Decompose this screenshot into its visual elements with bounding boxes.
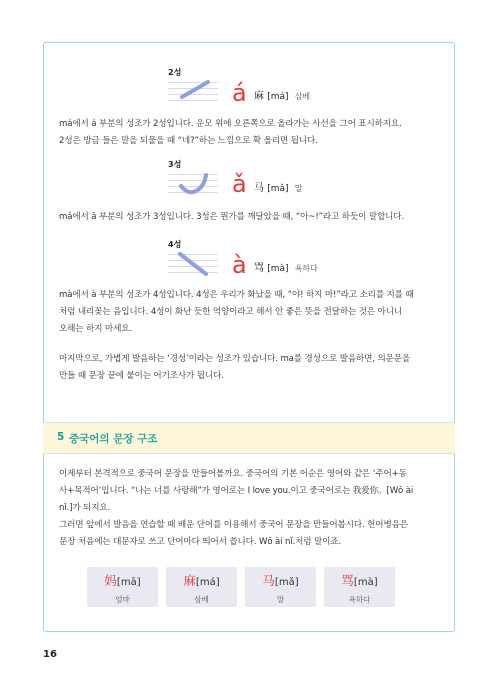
tone4-pinyin: [mà]: [267, 264, 289, 274]
tone2-hanzi: 麻: [254, 91, 264, 102]
dipping-stroke-icon: [168, 171, 218, 197]
card-pinyin: [mā]: [116, 577, 141, 588]
tone4-staff: [168, 251, 218, 277]
tone2-label: 2성: [168, 68, 182, 77]
card-pinyin: [mǎ]: [274, 577, 299, 588]
text-line: mǎ에서 ǎ 부분의 성조가 3성입니다. 3성은 뭔가를 깨달았을 때, “아~!”라고 하듯이 말합니다.: [59, 212, 405, 222]
tone2-char: á: [232, 79, 247, 107]
page-number: 16: [43, 649, 57, 660]
tone2-pinyin: [má]: [267, 92, 289, 102]
text-line: má에서 á 부분의 성조가 2성입니다. 운모 위에 오른쪽으로 올라가는 사선을 그어 표시하지요.: [59, 119, 402, 129]
card-meaning: 말: [276, 595, 285, 604]
tone3-meaning: 말: [294, 184, 303, 193]
vocab-card: [245, 567, 316, 607]
rising-stroke-icon: [168, 79, 218, 105]
tone4-hanzi: 骂: [254, 263, 264, 274]
text-line: mà에서 à 부분의 성조가 4성입니다. 4성은 우리가 화났을 때, “야! 하지 마!”라고 소리를 지를 때: [59, 290, 414, 300]
card-pinyin: [má]: [195, 577, 220, 588]
text-line: 문장 처음에는 대문자로 쓰고 단어마다 띄어서 씁니다. Wǒ ài nǐ.처럼 말이죠.: [59, 537, 341, 547]
text-line: 처럼 내리꽂는 음입니다. 4성이 화난 듯한 억양이라고 해서 안 좋은 뜻을 전달하는 것은 아니니: [59, 307, 403, 317]
tone3-staff: [168, 171, 218, 197]
text-line: 마지막으로, 가볍게 발음하는 ‘경성’이라는 성조가 있습니다. ma를 경성으로 발음하면, 의문문을: [59, 354, 411, 364]
text-line: 그러면 앞에서 발음을 연습할 때 배운 단어를 이용해서 중국어 문장을 만들어봅시다. 헌어병음은: [59, 520, 408, 530]
tone4-meaning: 욕하다: [294, 264, 318, 273]
card-meaning: 엄마: [115, 595, 130, 604]
tone3-label: 3성: [168, 160, 182, 169]
tone2-word: [254, 87, 310, 102]
tone3-pinyin: [mǎ]: [267, 184, 289, 194]
page-frame: [43, 42, 455, 632]
text-line: 2성은 방금 들은 말을 되물을 때 “네?”하는 느낌으로 확 올리면 됩니다.: [59, 136, 318, 146]
card-pinyin: [mà]: [353, 577, 378, 588]
tone3-row: [44, 159, 454, 199]
section-header: [43, 422, 455, 454]
text-line: 사+목적어’입니다. “나는 너를 사랑해”가 영어로는 I love you.이고 중국어로는 我爱你。[Wǒ ài: [59, 486, 414, 496]
falling-stroke-icon: [168, 251, 218, 277]
vocab-card: [87, 567, 158, 607]
card-hanzi: 妈: [104, 573, 117, 588]
tone3-word: [254, 179, 302, 194]
text-line: 이제부터 본격적으로 중국어 문장을 만들어볼까요. 중국어의 기본 어순은 영어와 같은 ‘주어+동: [59, 469, 407, 479]
card-meaning: 욕하다: [348, 595, 371, 604]
text-line: nǐ.]가 되지요.: [59, 503, 111, 513]
tone3-hanzi: 马: [254, 183, 264, 194]
tone3-paragraph: [59, 209, 441, 226]
text-line: 만들 때 문장 끝에 붙이는 어기조사가 됩니다.: [59, 371, 224, 381]
tone4-paragraph: [59, 287, 441, 338]
card-hanzi: 麻: [183, 573, 196, 588]
card-hanzi: 骂: [341, 573, 354, 588]
tone2-row: [44, 67, 454, 107]
tone2-meaning: 삼베: [294, 92, 311, 101]
tone4-char: à: [232, 251, 247, 279]
neutral-tone-paragraph: [59, 351, 441, 385]
vocab-card: [166, 567, 237, 607]
tone4-word: [254, 259, 318, 274]
section-title: 중국어의 문장 구조: [69, 433, 158, 445]
card-hanzi: 马: [262, 573, 275, 588]
tone2-paragraph: [59, 116, 441, 150]
text-line: 오해는 하지 마세요.: [59, 324, 132, 334]
card-meaning: 삼베: [194, 595, 209, 604]
tone2-staff: [168, 79, 218, 105]
tone4-row: [44, 239, 454, 279]
tone3-char: ǎ: [232, 170, 247, 198]
vocab-card: [324, 567, 395, 607]
tone4-label: 4성: [168, 240, 182, 249]
structure-paragraph: [59, 466, 441, 551]
section-number: 5: [57, 431, 65, 443]
